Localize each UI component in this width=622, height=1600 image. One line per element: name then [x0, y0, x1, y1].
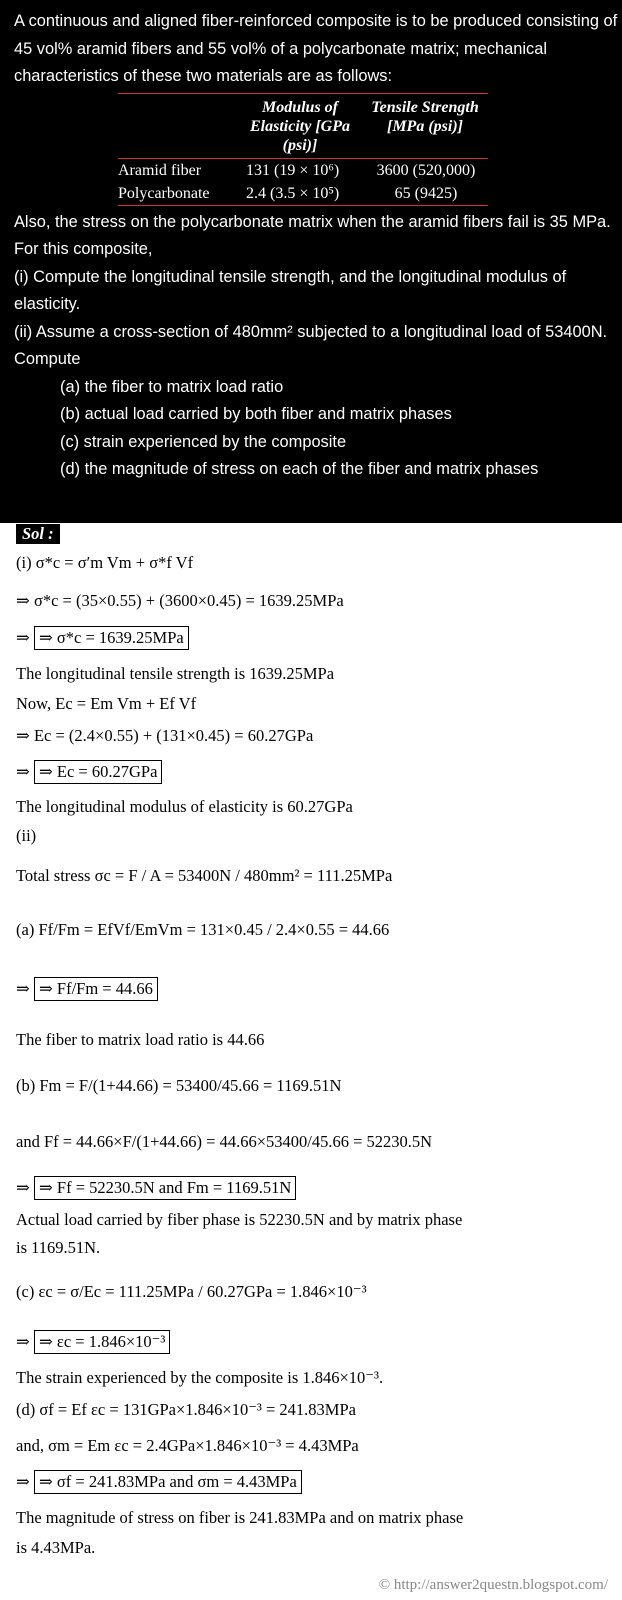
solution-line-boxed: ⇒ ⇒ σ*c = 1639.25MPa [16, 626, 189, 650]
solution-line: and, σm = Em εc = 2.4GPa×1.846×10⁻³ = 4.43MPa [16, 1436, 359, 1455]
solution-line: The longitudinal modulus of elasticity is 60.27GPa [16, 797, 353, 816]
solution-line-boxed: ⇒ ⇒ Ff/Fm = 44.66 [16, 977, 158, 1001]
solution-line: Now, Ec = Em Vm + Ef Vf [16, 694, 197, 713]
subpart-a: (a) the fiber to matrix load ratio [60, 377, 284, 396]
solution-line: (i) σ*c = σ′m Vm + σ*f Vf [16, 553, 194, 572]
strength-header: Tensile Strength [MPa (psi)] [371, 98, 479, 135]
table-header [118, 94, 488, 158]
solution-line: is 1169.51N. [16, 1238, 101, 1257]
solution-tag-row [0, 523, 622, 544]
subpart-b: (b) actual load carried by both fiber and matrix phases [60, 405, 452, 423]
solution-line: (b) Fm = F/(1+44.66) = 53400/45.66 = 1169.51N [16, 1076, 342, 1095]
solution-line: and Ff = 44.66×F/(1+44.66) = 44.66×53400/45.66 = 52230.5N [16, 1132, 433, 1151]
solution-line: ⇒ σ*c = (35×0.55) + (3600×0.45) = 1639.25MPa [16, 591, 344, 610]
subpart-c: (c) strain experienced by the composite [60, 432, 347, 451]
stress-note: Also, the stress on the polycarbonate matrix when the aramid fibers fail is 35 MPa. For this composite, [14, 212, 611, 258]
solution-tag: Sol : [16, 524, 60, 544]
solution-line: (d) σf = Ef εc = 131GPa×1.846×10⁻³ = 241.83MPa [16, 1400, 356, 1419]
solution-line-boxed: ⇒ ⇒ Ff = 52230.5N and Fm = 1169.51N [16, 1176, 296, 1200]
solution-line: Total stress σc = F / A = 53400N / 480mm² = 111.25MPa [16, 866, 393, 885]
properties-table [118, 93, 488, 206]
solution-line-boxed: ⇒ ⇒ σf = 241.83MPa and σm = 4.43MPa [16, 1470, 302, 1494]
modulus-header: Modulus of Elasticity [GPa (psi)] [250, 98, 350, 154]
solution-line: The magnitude of stress on fiber is 241.83MPa and on matrix phase [16, 1508, 464, 1527]
solution-line: Actual load carried by fiber phase is 52230.5N and by matrix phase [16, 1210, 463, 1229]
part-ii: (ii) Assume a cross-section of 480mm² subjected to a longitudinal load of 53400N. Compute [14, 322, 608, 368]
solution-line: (a) Ff/Fm = EfVf/EmVm = 131×0.45 / 2.4×0.55 = 44.66 [16, 920, 390, 939]
footer-watermark: © http://answer2questn.blogspot.com/ [378, 1577, 608, 1593]
solution-line: The longitudinal tensile strength is 1639.25MPa [16, 664, 335, 683]
solution-line: The strain experienced by the composite is 1.846×10⁻³. [16, 1368, 384, 1387]
solution-line: (c) εc = σ/Ec = 111.25MPa / 60.27GPa = 1.846×10⁻³ [16, 1282, 367, 1301]
solution-line: The fiber to matrix load ratio is 44.66 [16, 1030, 265, 1049]
table-row: Polycarbonate 2.4 (3.5 × 10⁵) 65 (9425) [118, 184, 458, 202]
solution-line: (ii) [16, 826, 37, 845]
table-row: Aramid fiber 131 (19 × 10⁶) 3600 (520,000) [118, 161, 476, 179]
solution-line-boxed: ⇒ ⇒ Ec = 60.27GPa [16, 760, 162, 784]
solution-line: ⇒ Ec = (2.4×0.55) + (131×0.45) = 60.27GPa [16, 726, 314, 745]
subpart-d: (d) the magnitude of stress on each of the fiber and matrix phases [60, 460, 539, 478]
solution-line-boxed: ⇒ ⇒ εc = 1.846×10⁻³ [16, 1330, 170, 1354]
problem-intro: A continuous and aligned fiber-reinforced composite is to be produced consisting of 45 vol% aramid fibers and 55 vol% of a polycarbonate matrix; mechanical characteristics of these two materials are as follows: [14, 12, 618, 85]
solution-line: is 4.43MPa. [16, 1538, 96, 1557]
problem-statement [0, 0, 622, 523]
part-i: (i) Compute the longitudinal tensile strength, and the longitudinal modulus of elasticity. [14, 267, 567, 313]
